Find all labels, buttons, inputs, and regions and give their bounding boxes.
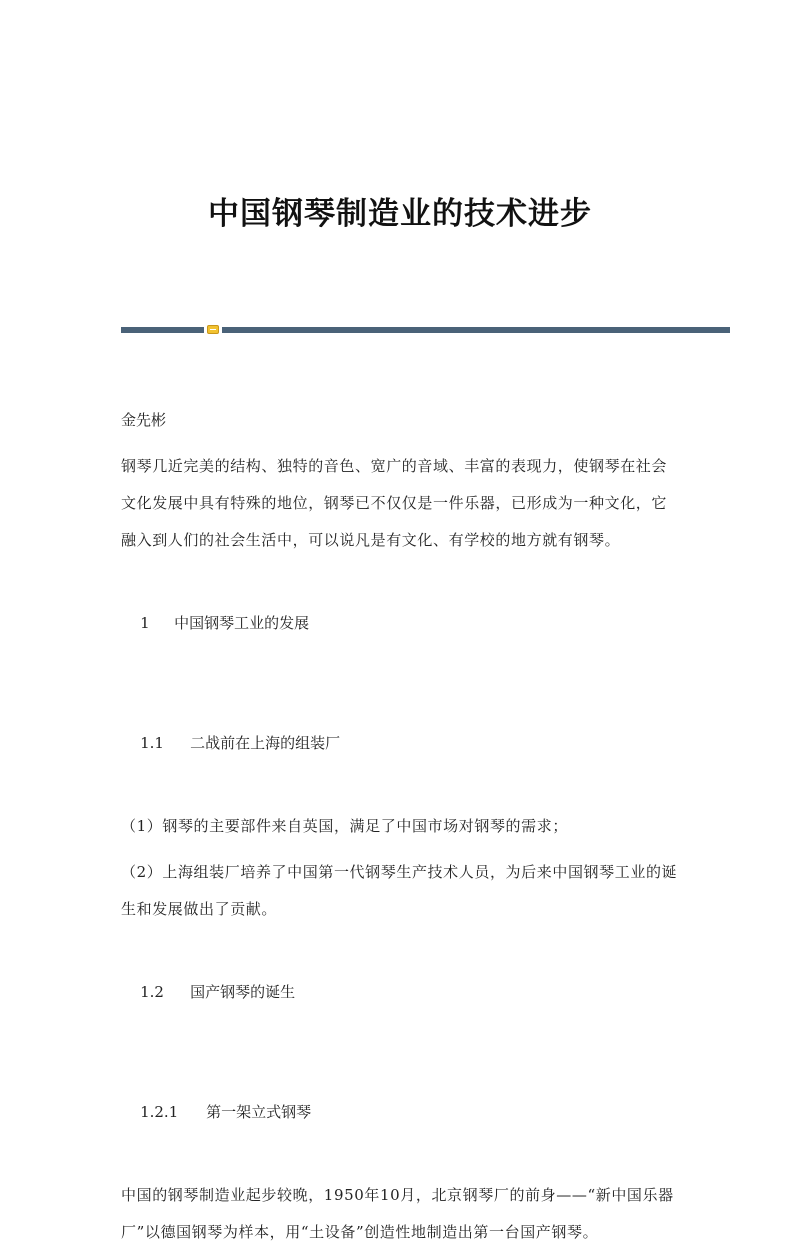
divider-bar-right bbox=[222, 327, 730, 333]
list-item-1: （1）钢琴的主要部件来自英国，满足了中国市场对钢琴的需求； bbox=[121, 817, 568, 835]
section-title: 第一架立式钢琴 bbox=[206, 1103, 312, 1121]
intro-paragraph: 钢琴几近完美的结构、独特的音色、宽广的音域、丰富的表现力，使钢琴在社会文化发展中具有特殊的地位，钢琴已不仅仅是一件乐器，已形成为一种文化，它融入到人们的社会生活中，可以说凡是有文化、有学校的地方就有钢琴。 bbox=[121, 457, 668, 549]
section-heading-1-2 bbox=[121, 937, 681, 1048]
divider-bar-left bbox=[121, 327, 204, 333]
divider-ornament-icon bbox=[207, 325, 219, 334]
list-item-2: （2）上海组装厂培养了中国第一代钢琴生产技术人员，为后来中国钢琴工业的诞生和发展做出了贡献。 bbox=[121, 863, 678, 918]
section-heading-1-2-1 bbox=[121, 1057, 681, 1168]
title-divider bbox=[121, 325, 730, 335]
section-title: 二战前在上海的组装厂 bbox=[190, 734, 341, 752]
section-heading-1-1 bbox=[121, 688, 681, 799]
page-title: 中国钢琴制造业的技术进步 bbox=[208, 196, 592, 232]
section-heading-1 bbox=[121, 568, 681, 679]
author-name: 金先彬 bbox=[121, 411, 167, 429]
section-number: 1.1 bbox=[140, 734, 164, 752]
first-piano-paragraph: 中国的钢琴制造业起步较晚，1950年10月，北京钢琴厂的前身——“新中国乐器厂”以德国钢琴为样本，用“土设备”创造性地制造出第一台国产钢琴。 bbox=[121, 1186, 674, 1241]
section-title: 中国钢琴工业的发展 bbox=[174, 614, 310, 632]
section-title: 国产钢琴的诞生 bbox=[190, 983, 296, 1001]
section-number: 1.2 bbox=[140, 983, 164, 1001]
section-number: 1.2.1 bbox=[140, 1103, 179, 1121]
section-number: 1 bbox=[140, 614, 150, 632]
document-body bbox=[121, 402, 681, 1251]
